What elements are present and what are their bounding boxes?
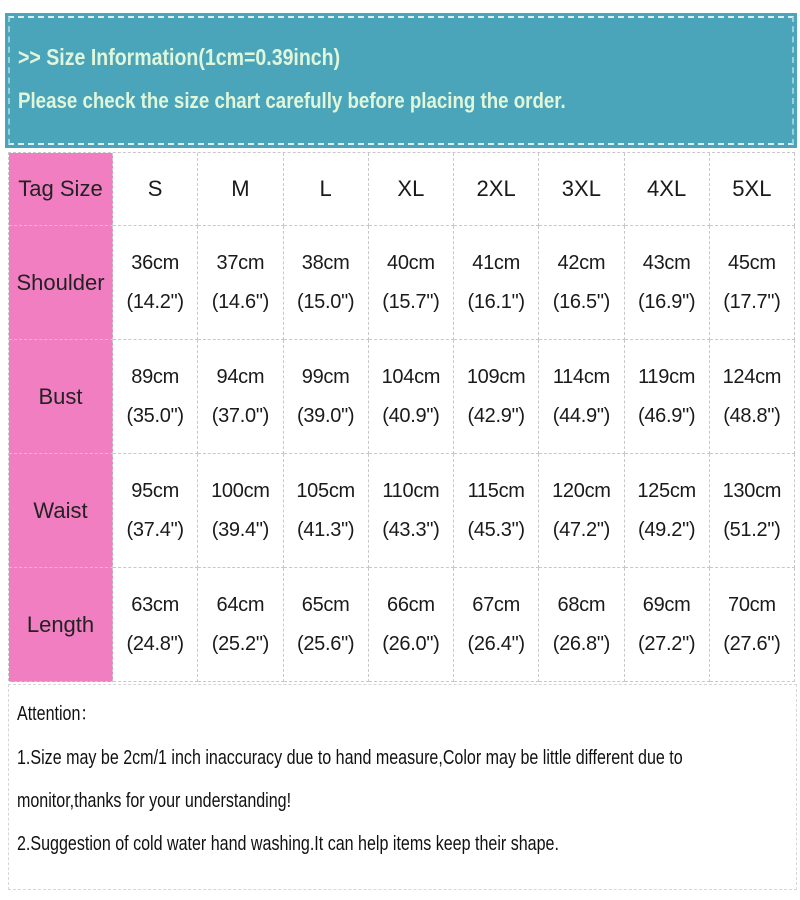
shoulder-s-cell (113, 226, 198, 340)
inch-value: (35.0") (126, 405, 184, 427)
bust-l-cell (284, 340, 369, 454)
inch-value: (16.1") (467, 291, 525, 313)
inch-value: (49.2") (638, 519, 696, 541)
cm-value: 109cm (466, 366, 526, 388)
length-m-cell (198, 568, 283, 682)
inch-value: (14.6") (211, 291, 269, 313)
attention-notes-box (8, 684, 797, 890)
inch-value: (27.2") (638, 633, 696, 655)
inch-value: (46.9") (638, 405, 696, 427)
waist-m-cell (198, 454, 283, 568)
row-label-waist: Waist (9, 454, 113, 568)
size-column-header-3xl: 3XL (539, 153, 624, 226)
cm-value: 100cm (211, 480, 270, 502)
note-size-inaccuracy: 1.Size may be 2cm/1 inch inaccuracy due to hand measure,Color may be little different due to monitor,thanks for your understanding! (17, 747, 683, 812)
cm-value: 89cm (131, 366, 179, 388)
cm-value: 68cm (557, 594, 606, 616)
cm-value: 94cm (216, 366, 265, 388)
inch-value: (26.8") (552, 633, 610, 655)
inch-value: (16.5") (552, 291, 610, 313)
inch-value: (26.0") (382, 633, 440, 655)
row-label-bust: Bust (9, 340, 113, 454)
inch-value: (15.7") (382, 291, 440, 313)
inch-value: (41.3") (297, 519, 355, 541)
cm-value: 110cm (382, 480, 440, 502)
cm-value: 120cm (552, 480, 611, 502)
inch-value: (45.3") (467, 519, 525, 541)
bust-s-cell (113, 340, 198, 454)
inch-value: (39.4") (211, 519, 269, 541)
cm-value: 124cm (722, 366, 782, 388)
row-label-length: Length (9, 568, 113, 682)
waist-s-cell (113, 454, 198, 568)
length-xl-cell (369, 568, 454, 682)
inch-value: (48.8") (723, 405, 781, 427)
waist-2xl-cell (454, 454, 539, 568)
bust-3xl-cell (539, 340, 624, 454)
waist-4xl-cell (625, 454, 710, 568)
length-2xl-cell (454, 568, 539, 682)
cm-value: 45cm (728, 252, 776, 274)
inch-value: (15.0") (297, 291, 355, 313)
cm-value: 125cm (637, 480, 696, 502)
inch-value: (24.8") (126, 633, 184, 655)
cm-value: 41cm (472, 252, 520, 274)
size-column-header-m: M (198, 153, 283, 226)
attention-heading: Attention： (17, 703, 97, 725)
inch-value: (51.2") (723, 519, 781, 541)
inch-value: (43.3") (382, 519, 440, 541)
cm-value: 64cm (216, 594, 265, 616)
inch-value: (40.9") (382, 405, 440, 427)
cm-value: 105cm (296, 480, 355, 502)
cm-value: 104cm (381, 366, 441, 388)
shoulder-2xl-cell (454, 226, 539, 340)
cm-value: 114cm (552, 366, 610, 388)
inch-value: (44.9") (552, 405, 610, 427)
inch-value: (42.9") (467, 405, 525, 427)
cm-value: 67cm (472, 594, 520, 616)
banner-title-line (18, 42, 784, 72)
inch-value: (26.4") (467, 633, 525, 655)
size-check-warning: Please check the size chart carefully before placing the order. (18, 88, 566, 113)
waist-5xl-cell (710, 454, 795, 568)
inch-value: (25.6") (297, 633, 355, 655)
waist-xl-cell (369, 454, 454, 568)
banner-subtitle-line (18, 86, 784, 116)
length-3xl-cell (539, 568, 624, 682)
size-column-header-2xl: 2XL (454, 153, 539, 226)
shoulder-xl-cell (369, 226, 454, 340)
size-info-banner (5, 13, 797, 148)
length-l-cell (284, 568, 369, 682)
size-column-header-4xl: 4XL (625, 153, 710, 226)
cm-value: 43cm (642, 252, 691, 274)
bust-m-cell (198, 340, 283, 454)
waist-3xl-cell (539, 454, 624, 568)
cm-value: 38cm (301, 252, 350, 274)
inch-value: (16.9") (638, 291, 696, 313)
inch-value: (17.7") (723, 291, 781, 313)
cm-value: 119cm (638, 366, 696, 388)
inch-value: (25.2") (211, 633, 269, 655)
cm-value: 65cm (301, 594, 350, 616)
cm-value: 115cm (467, 480, 525, 502)
shoulder-l-cell (284, 226, 369, 340)
shoulder-3xl-cell (539, 226, 624, 340)
size-information-title: >> Size Information(1cm=0.39inch) (18, 44, 341, 70)
cm-value: 130cm (722, 480, 782, 502)
cm-value: 40cm (387, 252, 435, 274)
shoulder-5xl-cell (710, 226, 795, 340)
length-4xl-cell (625, 568, 710, 682)
size-table (8, 152, 795, 681)
tag-size-header-cell: Tag Size (9, 153, 113, 226)
bust-5xl-cell (710, 340, 795, 454)
size-column-header-5xl: 5XL (710, 153, 795, 226)
row-label-shoulder: Shoulder (9, 226, 113, 340)
inch-value: (14.2") (126, 291, 184, 313)
bust-xl-cell (369, 340, 454, 454)
waist-l-cell (284, 454, 369, 568)
cm-value: 70cm (728, 594, 776, 616)
cm-value: 66cm (387, 594, 435, 616)
banner-inner-border (8, 16, 794, 145)
inch-value: (37.0") (211, 405, 269, 427)
cm-value: 42cm (557, 252, 606, 274)
size-column-header-l: L (284, 153, 369, 226)
inch-value: (27.6") (723, 633, 781, 655)
bust-4xl-cell (625, 340, 710, 454)
length-5xl-cell (710, 568, 795, 682)
inch-value: (39.0") (297, 405, 355, 427)
size-column-header-s: S (113, 153, 198, 226)
cm-value: 36cm (131, 252, 179, 274)
length-s-cell (113, 568, 198, 682)
bust-2xl-cell (454, 340, 539, 454)
cm-value: 99cm (301, 366, 350, 388)
cm-value: 69cm (642, 594, 691, 616)
shoulder-4xl-cell (625, 226, 710, 340)
shoulder-m-cell (198, 226, 283, 340)
size-column-header-xl: XL (369, 153, 454, 226)
cm-value: 63cm (131, 594, 179, 616)
inch-value: (47.2") (552, 519, 610, 541)
inch-value: (37.4") (126, 519, 184, 541)
cm-value: 37cm (216, 252, 265, 274)
attention-notes-text (17, 691, 784, 866)
cm-value: 95cm (131, 480, 179, 502)
note-washing-suggestion: 2.Suggestion of cold water hand washing.It can help items keep their shape. (17, 833, 559, 855)
